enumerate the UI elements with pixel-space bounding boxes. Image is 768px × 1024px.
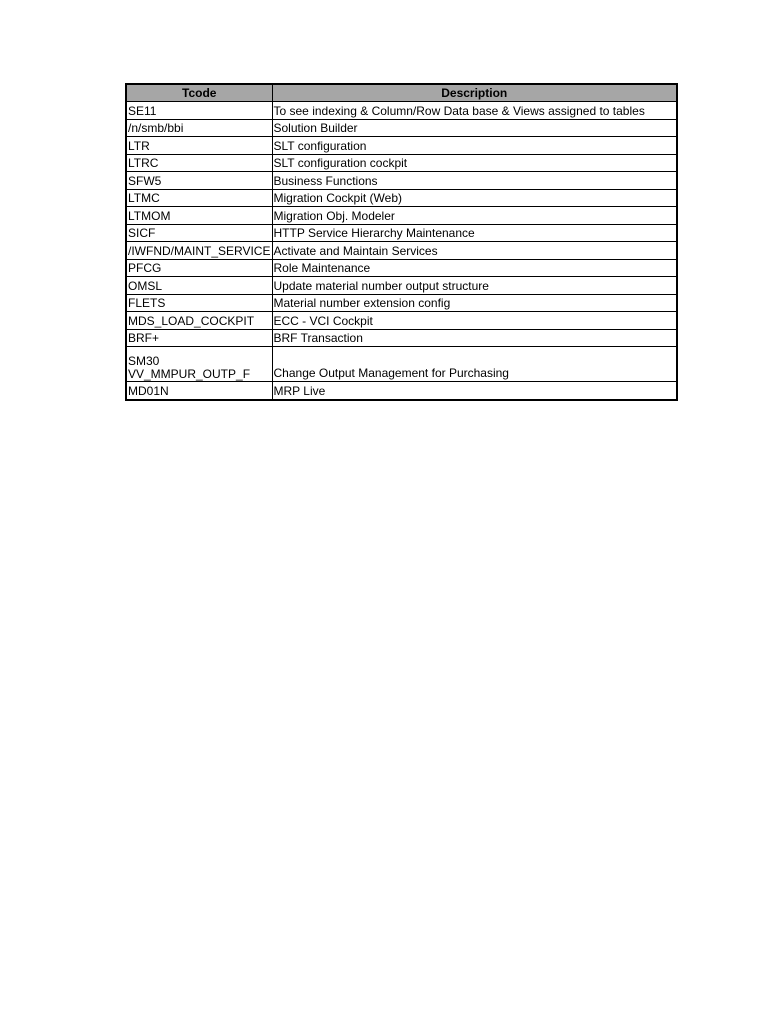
tcode-cell: /n/smb/bbi <box>126 119 272 137</box>
column-header-tcode: Tcode <box>126 84 272 102</box>
description-cell: Activate and Maintain Services <box>272 242 677 260</box>
table-row <box>126 347 677 382</box>
description-cell: BRF Transaction <box>272 329 677 347</box>
table-row <box>126 312 677 330</box>
table-row <box>126 172 677 190</box>
table-row <box>126 137 677 155</box>
tcode-cell: MD01N <box>126 382 272 400</box>
table-row <box>126 224 677 242</box>
description-cell: Update material number output structure <box>272 277 677 295</box>
table-row <box>126 329 677 347</box>
description-cell: Material number extension config <box>272 294 677 312</box>
tcode-table <box>125 83 678 401</box>
table-row <box>126 259 677 277</box>
tcode-cell: LTR <box>126 137 272 155</box>
header-row <box>126 84 677 102</box>
description-cell: Change Output Management for Purchasing <box>272 347 677 382</box>
table-row <box>126 189 677 207</box>
description-cell: SLT configuration <box>272 137 677 155</box>
description-cell: To see indexing & Column/Row Data base & Views assigned to tables <box>272 102 677 120</box>
tcode-cell: SE11 <box>126 102 272 120</box>
description-cell: Migration Cockpit (Web) <box>272 189 677 207</box>
tcode-cell: LTMC <box>126 189 272 207</box>
table-row <box>126 277 677 295</box>
table-row <box>126 154 677 172</box>
table-row <box>126 207 677 225</box>
description-cell: SLT configuration cockpit <box>272 154 677 172</box>
table-row <box>126 119 677 137</box>
description-cell: Business Functions <box>272 172 677 190</box>
tcode-cell: SICF <box>126 224 272 242</box>
tcode-cell: PFCG <box>126 259 272 277</box>
description-cell: MRP Live <box>272 382 677 400</box>
description-cell: Role Maintenance <box>272 259 677 277</box>
table-row <box>126 382 677 400</box>
tcode-cell: BRF+ <box>126 329 272 347</box>
description-cell: ECC - VCI Cockpit <box>272 312 677 330</box>
tcode-cell: /IWFND/MAINT_SERVICE <box>128 243 271 258</box>
description-cell: Migration Obj. Modeler <box>272 207 677 225</box>
description-cell: Solution Builder <box>272 119 677 137</box>
table-row <box>126 294 677 312</box>
tcode-cell: MDS_LOAD_COCKPIT <box>126 312 272 330</box>
tcode-cell: SFW5 <box>126 172 272 190</box>
table-row <box>126 242 677 260</box>
tcode-cell <box>126 347 272 382</box>
description-cell: HTTP Service Hierarchy Maintenance <box>272 224 677 242</box>
tcode-cell: LTMOM <box>126 207 272 225</box>
column-header-description: Description <box>272 84 677 102</box>
tcode-cell-text: SM30 VV_MMPUR_OUTP_F <box>128 354 251 381</box>
tcode-cell: LTRC <box>126 154 272 172</box>
tcode-cell: FLETS <box>126 294 272 312</box>
tcode-cell: OMSL <box>126 277 272 295</box>
table-row <box>126 102 677 120</box>
